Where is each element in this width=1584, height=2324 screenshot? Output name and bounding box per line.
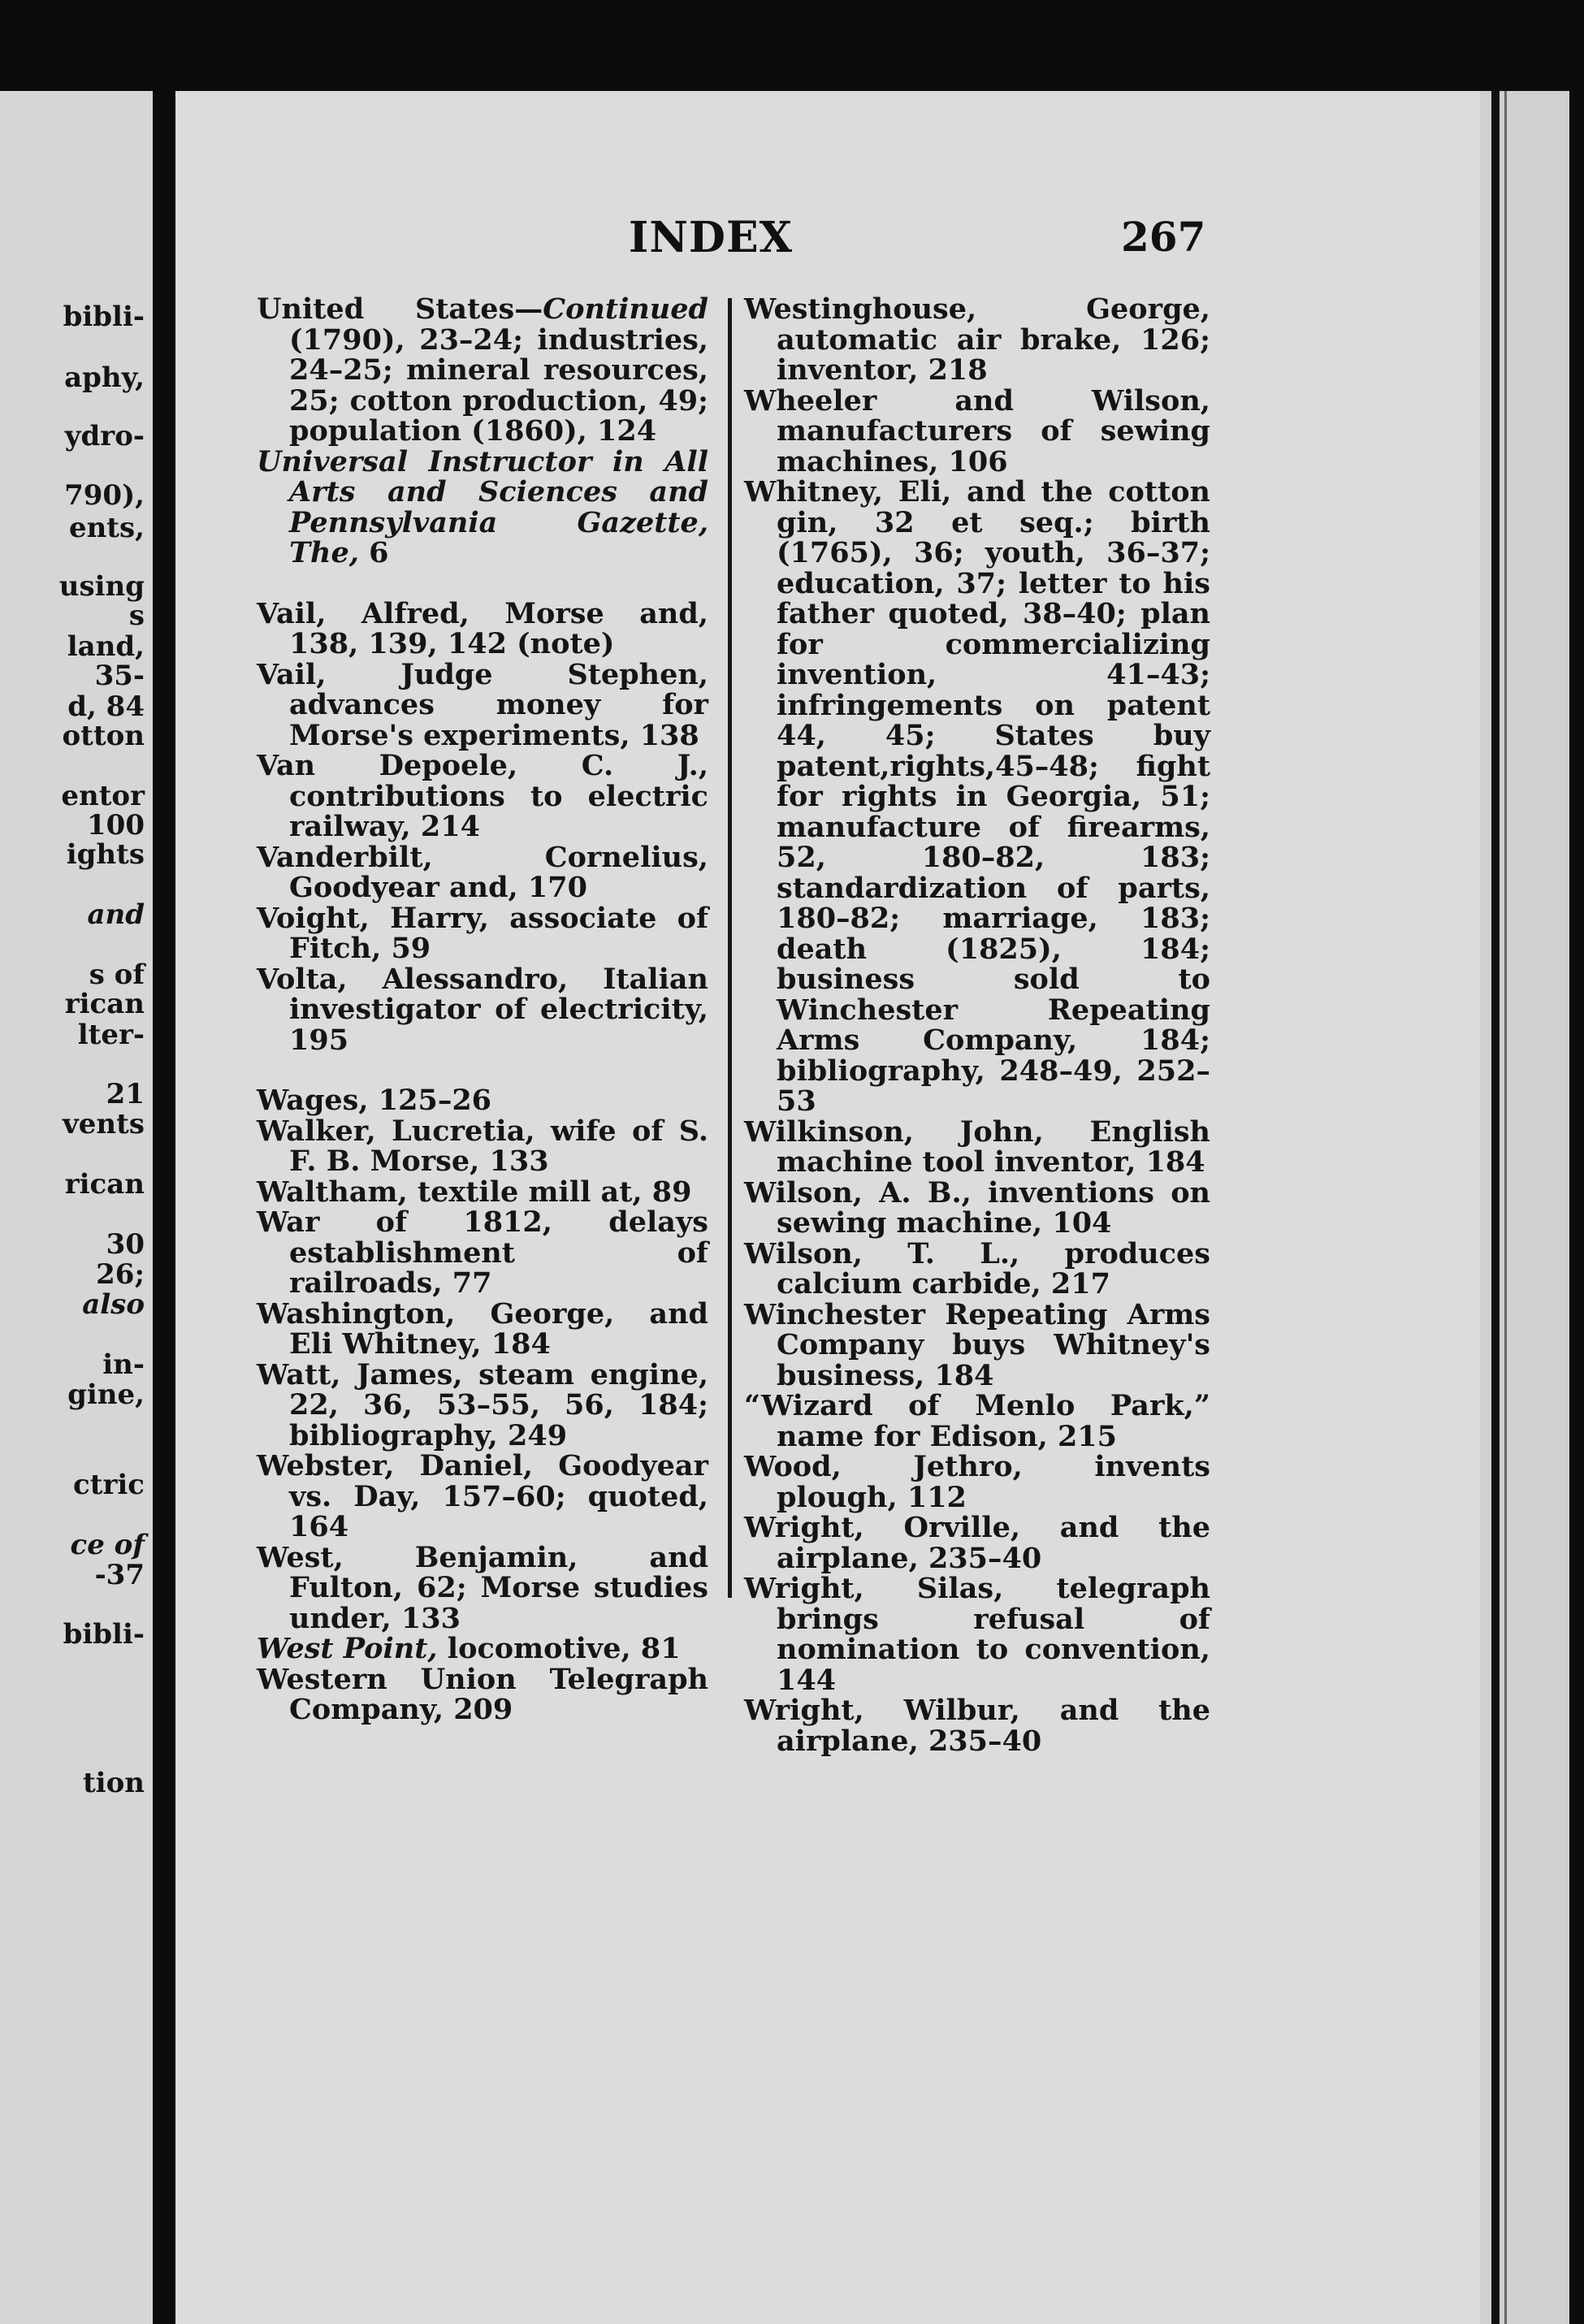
entry-references: and the airplane, 235–40	[777, 1511, 1210, 1575]
index-entry	[744, 1297, 1210, 1392]
entry-heading: Vail, Alfred,	[257, 596, 470, 630]
fragment: using	[58, 570, 145, 603]
index-entry	[744, 292, 1210, 387]
entry-heading: Whitney, Eli,	[744, 475, 952, 509]
fragment: ctric	[73, 1469, 145, 1501]
page-title: INDEX	[629, 213, 793, 262]
fragment: -37	[94, 1559, 145, 1591]
index-entry	[257, 444, 708, 569]
fragment: bibli-	[63, 301, 145, 333]
fragment: entor	[61, 780, 145, 812]
entry-heading: Western Union Telegraph Company,	[257, 1662, 708, 1726]
index-entry	[744, 383, 1210, 478]
entry-references: contributions to electric railway, 214	[289, 779, 708, 843]
entry-references: produces calcium carbide, 217	[777, 1236, 1210, 1300]
index-entry	[257, 1662, 708, 1726]
entry-references: Morse and, 138, 139, 142 (note)	[289, 596, 708, 660]
page-edge-line	[1491, 91, 1500, 2324]
page-header	[175, 213, 1480, 278]
entry-references: 6	[369, 536, 389, 569]
entry-references: name for Edison, 215	[777, 1419, 1118, 1453]
entry-heading: United States—	[257, 292, 543, 326]
index-entry	[744, 1511, 1210, 1575]
entry-heading: Voight, Harry,	[257, 901, 489, 935]
entry-references: inventions on sewing machine, 104	[777, 1175, 1210, 1240]
entry-heading: Wilson, A. B.,	[744, 1175, 972, 1210]
facing-page-edge	[0, 91, 153, 2324]
entry-heading: Wheeler and Wilson,	[744, 383, 1210, 418]
entry-references: (1790), 23–24; industries, 24–25; mineral resources, 25; cotton production, 49; population (1860), 124	[289, 322, 708, 448]
fragment: aphy,	[64, 361, 145, 394]
entry-heading: Wright, Orville,	[744, 1511, 1021, 1544]
index-column-left	[257, 294, 708, 1725]
index-entry	[257, 596, 708, 660]
entry-heading: Winchester Repeating Arms Company	[744, 1297, 1210, 1361]
entry-references: and Eli Whitney, 184	[289, 1296, 708, 1361]
fragment: also	[82, 1288, 145, 1321]
index-entry	[257, 292, 708, 448]
index-entry	[257, 1084, 708, 1117]
entry-references: advances money for Morse's experiments, 138	[289, 688, 708, 752]
entry-references: English machine tool inventor, 184	[777, 1114, 1210, 1179]
fragment: ights	[66, 838, 145, 871]
entry-heading: Wright, Wilbur,	[744, 1694, 1020, 1727]
book-gutter	[153, 91, 175, 2324]
entry-heading: Walker, Lucretia,	[257, 1114, 535, 1148]
entry-references: Italian investigator of electricity, 195	[289, 962, 708, 1057]
index-entry	[744, 1236, 1210, 1300]
column-divider	[728, 298, 732, 1598]
entry-heading: Wilson, T. L.,	[744, 1236, 1020, 1270]
index-entry	[257, 1114, 709, 1178]
entry-references: Goodyear vs. Day, 157–60; quoted, 164	[289, 1449, 708, 1543]
index-entry	[744, 475, 1210, 1118]
fragment: tion	[82, 1767, 145, 1799]
fragment: and	[87, 898, 145, 931]
entry-references: and the cotton gin, 32 et seq.; birth (1765), 36; youth, 36–37; education, 37; letter to his father quoted, 38–40; plan for commercializing invention, 41–43; infringements on patent 44, 45; States buy patent,rights,45–48; fight for rights in Georgia, 51; manufacture of firearms, 52, 180–82, 183; standardization of parts, 180–82; marriage, 183; death (1825), 184; business sold to Winchester Repeating Arms Company, 184; bibliography, 248–49, 252–53	[777, 475, 1210, 1118]
index-entry	[257, 1175, 708, 1209]
index-entry	[257, 1632, 708, 1665]
entry-heading-italic: Universal Instructor in All Arts and Sciences and Pennsylvania Gazette, The,	[257, 444, 708, 569]
entry-references: steam engine, 22, 36, 53–55, 56, 184; bibliography, 249	[289, 1357, 708, 1452]
fragment: bibli-	[63, 1618, 145, 1651]
index-entry	[744, 1572, 1210, 1697]
fragment: 21	[106, 1078, 145, 1110]
entry-references: Goodyear and, 170	[289, 871, 587, 904]
entry-heading: Wright, Silas,	[744, 1572, 1004, 1605]
fragment: 35-	[94, 660, 145, 692]
index-entry	[744, 1694, 1210, 1758]
entry-references: delays establishment of railroads, 77	[289, 1205, 708, 1300]
fragment: vents	[63, 1108, 145, 1140]
fragment: 790),	[64, 479, 145, 512]
entry-references: telegraph brings refusal of nomination to convention, 144	[777, 1572, 1210, 1697]
index-entry	[257, 901, 708, 965]
index-entry	[744, 1114, 1210, 1179]
entry-heading: “Wizard of Menlo Park,”	[744, 1389, 1210, 1422]
entry-heading: War of 1812,	[257, 1205, 552, 1239]
entry-heading: West, Benjamin,	[257, 1540, 578, 1574]
entry-heading: Vail, Judge Stephen,	[257, 657, 708, 691]
entry-heading-italic: West Point,	[257, 1632, 438, 1665]
fragment: in-	[102, 1348, 145, 1381]
fragment: s of	[89, 959, 145, 991]
index-entry	[257, 962, 708, 1057]
entry-references: 125–26	[378, 1084, 492, 1117]
index-entry	[744, 1389, 1210, 1453]
index-page	[175, 91, 1480, 2324]
entry-references: wife of S. F. B. Morse, 133	[289, 1114, 709, 1178]
fragment: d, 84	[67, 690, 145, 723]
fragment: 30	[106, 1228, 145, 1261]
index-entry	[257, 1296, 708, 1361]
entry-references: buys Whitney's business, 184	[777, 1328, 1210, 1392]
fragment: 26;	[96, 1258, 145, 1291]
entry-references: and the airplane, 235–40	[777, 1694, 1210, 1758]
fragment: otton	[62, 720, 145, 752]
entry-heading: Watt, James,	[257, 1357, 463, 1391]
entry-heading: Wilkinson, John,	[744, 1114, 1044, 1149]
entry-references: locomotive, 81	[447, 1632, 681, 1665]
fragment: gine,	[67, 1378, 145, 1411]
entry-heading: Washington, George,	[257, 1296, 615, 1331]
entry-references: associate of Fitch, 59	[289, 901, 708, 965]
entry-heading-italic: Continued	[543, 292, 708, 326]
index-entry	[257, 1540, 708, 1635]
page-edge-line	[1504, 91, 1507, 2324]
entry-heading: Wages,	[257, 1084, 369, 1117]
index-entry	[744, 1450, 1210, 1514]
fragment: ce of	[70, 1529, 145, 1561]
entry-heading: Westinghouse, George,	[744, 292, 1210, 326]
entry-references: invents plough, 112	[777, 1450, 1210, 1514]
entry-heading: Waltham,	[257, 1175, 408, 1209]
index-entry	[257, 1449, 708, 1543]
entry-references: automatic air brake, 126; inventor, 218	[777, 322, 1210, 387]
entry-references: and Fulton, 62; Morse studies under, 133	[289, 1540, 708, 1635]
fragment: 100	[87, 809, 145, 842]
entry-references: textile mill at, 89	[417, 1175, 692, 1209]
index-entry	[257, 840, 708, 904]
entry-heading: Van Depoele, C. J.,	[257, 749, 708, 782]
entry-heading: Wood, Jethro,	[744, 1450, 1023, 1483]
fragment: lter-	[77, 1019, 145, 1051]
entry-heading: Volta, Alessandro,	[257, 962, 569, 996]
index-entry	[257, 657, 708, 752]
index-entry	[744, 1175, 1210, 1240]
entry-references: manufacturers of sewing machines, 106	[777, 414, 1210, 478]
fragment: ydro-	[64, 420, 145, 452]
page-number: 267	[1121, 213, 1206, 261]
index-entry	[257, 1205, 708, 1300]
page-stack-edge	[1480, 91, 1569, 2324]
fragment: land,	[67, 630, 145, 663]
entry-heading: Webster, Daniel,	[257, 1449, 534, 1482]
index-column-right	[744, 294, 1210, 1756]
entry-heading: Vanderbilt, Cornelius,	[257, 840, 708, 874]
index-entry	[257, 1357, 708, 1452]
fragment: ents,	[68, 512, 145, 544]
fragment: rican	[64, 1168, 145, 1201]
fragment: rican	[64, 988, 145, 1020]
fragment: s	[128, 599, 145, 632]
index-entry	[257, 749, 708, 843]
entry-references: 209	[453, 1693, 513, 1726]
